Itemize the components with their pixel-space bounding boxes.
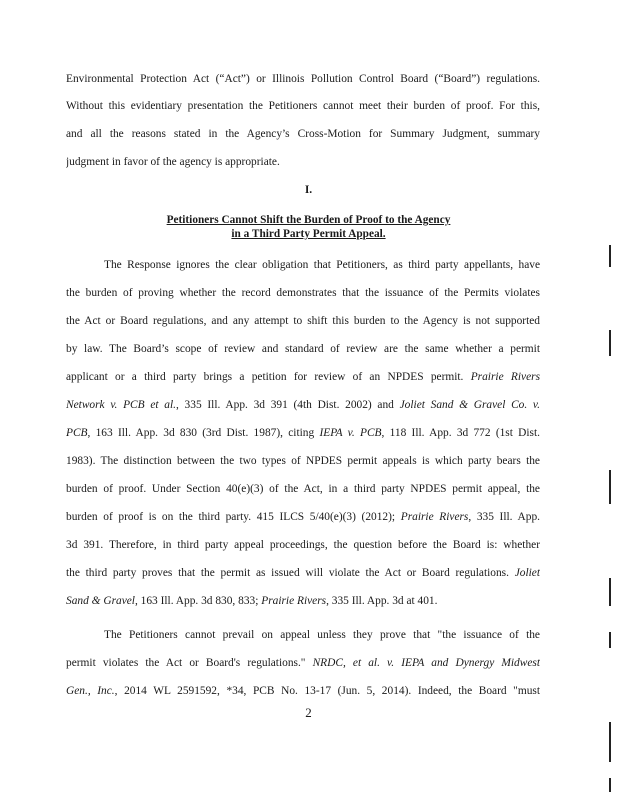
para1-line-7-text-a: , 163 Ill. App. 3d 830 (3rd Dist. 1987), citing (87, 427, 315, 439)
intro-line-2: Without this evidentiary presentation the Petitioners cannot meet their burden of proof. For this, (66, 100, 540, 112)
para1-line-6 (66, 398, 540, 412)
para1-line-9: burden of proof. Under Section 40(e)(3) of the Act, in a third party NPDES permit appeal, the (66, 483, 540, 495)
citation-sand-gravel: Sand & Gravel (66, 595, 135, 607)
para1-line-4: by law. The Board’s scope of review and standard of review are the same whether a permit (66, 343, 540, 355)
scan-margin-mark (609, 722, 611, 762)
citation-iepa-v-pcb: IEPA v. PCB (319, 427, 382, 439)
scan-margin-mark (609, 330, 611, 356)
intro-line-4: judgment in favor of the agency is appropriate. (66, 156, 280, 168)
para1-line-13-text-a: , 163 Ill. App. 3d 830, 833; (134, 595, 259, 607)
section-number: I. (304, 184, 313, 196)
para1-line-1: The Response ignores the clear obligation that Petitioners, as third party appellants, have (104, 259, 540, 271)
scan-margin-mark (609, 470, 611, 504)
para1-line-12-text: the third party proves that the permit as issued will violate the Act or Board regulations. (66, 567, 509, 579)
para1-line-7-text-b: , 118 Ill. App. 3d 772 (1st Dist. (381, 427, 540, 439)
para1-line-13-text-b: , 335 Ill. App. 3d at 401. (326, 595, 438, 607)
para1-line-5 (66, 370, 540, 384)
citation-prairie-rivers: Prairie Rivers (470, 371, 540, 383)
para2-line-2 (66, 656, 540, 670)
scan-margin-mark (609, 245, 611, 267)
citation-joliet-sand: Joliet Sand & Gravel Co. v. (399, 399, 540, 411)
para1-line-3: the Act or Board regulations, and any attempt to shift this burden to the Agency is not supported (66, 315, 540, 327)
para1-line-10-text-b: , 335 Ill. App. (468, 511, 540, 523)
citation-gen-inc: Gen., Inc. (66, 685, 115, 697)
para1-line-7 (66, 426, 540, 440)
section-heading-line-2: in a Third Party Permit Appeal. (231, 228, 386, 240)
para1-line-6-text: , 335 Ill. App. 3d 391 (4th Dist. 2002) and (175, 399, 394, 411)
scan-margin-mark (609, 578, 611, 606)
para1-line-10 (66, 510, 540, 524)
citation-pcb: PCB (66, 427, 88, 439)
para2-line-1: The Petitioners cannot prevail on appeal unless they prove that "the issuance of the (104, 629, 540, 641)
para1-line-5-text: applicant or a third party brings a petition for review of an NPDES permit. (66, 371, 464, 383)
scan-margin-mark (609, 632, 611, 648)
para1-line-13 (66, 594, 540, 608)
para1-line-11: 3d 391. Therefore, in third party appeal proceedings, the question before the Board is: whether (66, 539, 540, 551)
para2-line-3 (66, 684, 540, 698)
citation-prairie-rivers-3: Prairie Rivers (261, 595, 327, 607)
para1-line-8: 1983). The distinction between the two types of NPDES permit appeals is which party bears the (66, 455, 540, 467)
intro-line-3: and all the reasons stated in the Agency’s Cross-Motion for Summary Judgment, summary (66, 128, 540, 140)
para2-line-3-text: , 2014 WL 2591592, *34, PCB No. 13-17 (Jun. 5, 2014). Indeed, the Board "must (114, 685, 540, 697)
citation-prairie-rivers-2: Prairie Rivers (400, 511, 469, 523)
citation-prairie-rivers-network: Network v. PCB et al. (66, 399, 176, 411)
para1-line-10-text-a: burden of proof is on the third party. 415 ILCS 5/40(e)(3) (2012); (66, 511, 396, 523)
page-number: 2 (305, 705, 312, 720)
para1-line-12 (66, 566, 540, 580)
section-heading-line-1: Petitioners Cannot Shift the Burden of Proof to the Agency (166, 214, 451, 226)
para2-line-2-text: permit violates the Act or Board's regulations." (66, 657, 306, 669)
intro-line-1: Environmental Protection Act (“Act”) or Illinois Pollution Control Board (“Board”) regulations. (66, 73, 540, 85)
citation-joliet: Joliet (514, 567, 540, 579)
para1-line-2: the burden of proving whether the record demonstrates that the issuance of the Permits violates (66, 287, 540, 299)
citation-nrdc: NRDC, et al. v. IEPA and Dynergy Midwest (312, 657, 540, 669)
scan-margin-mark (609, 778, 611, 792)
